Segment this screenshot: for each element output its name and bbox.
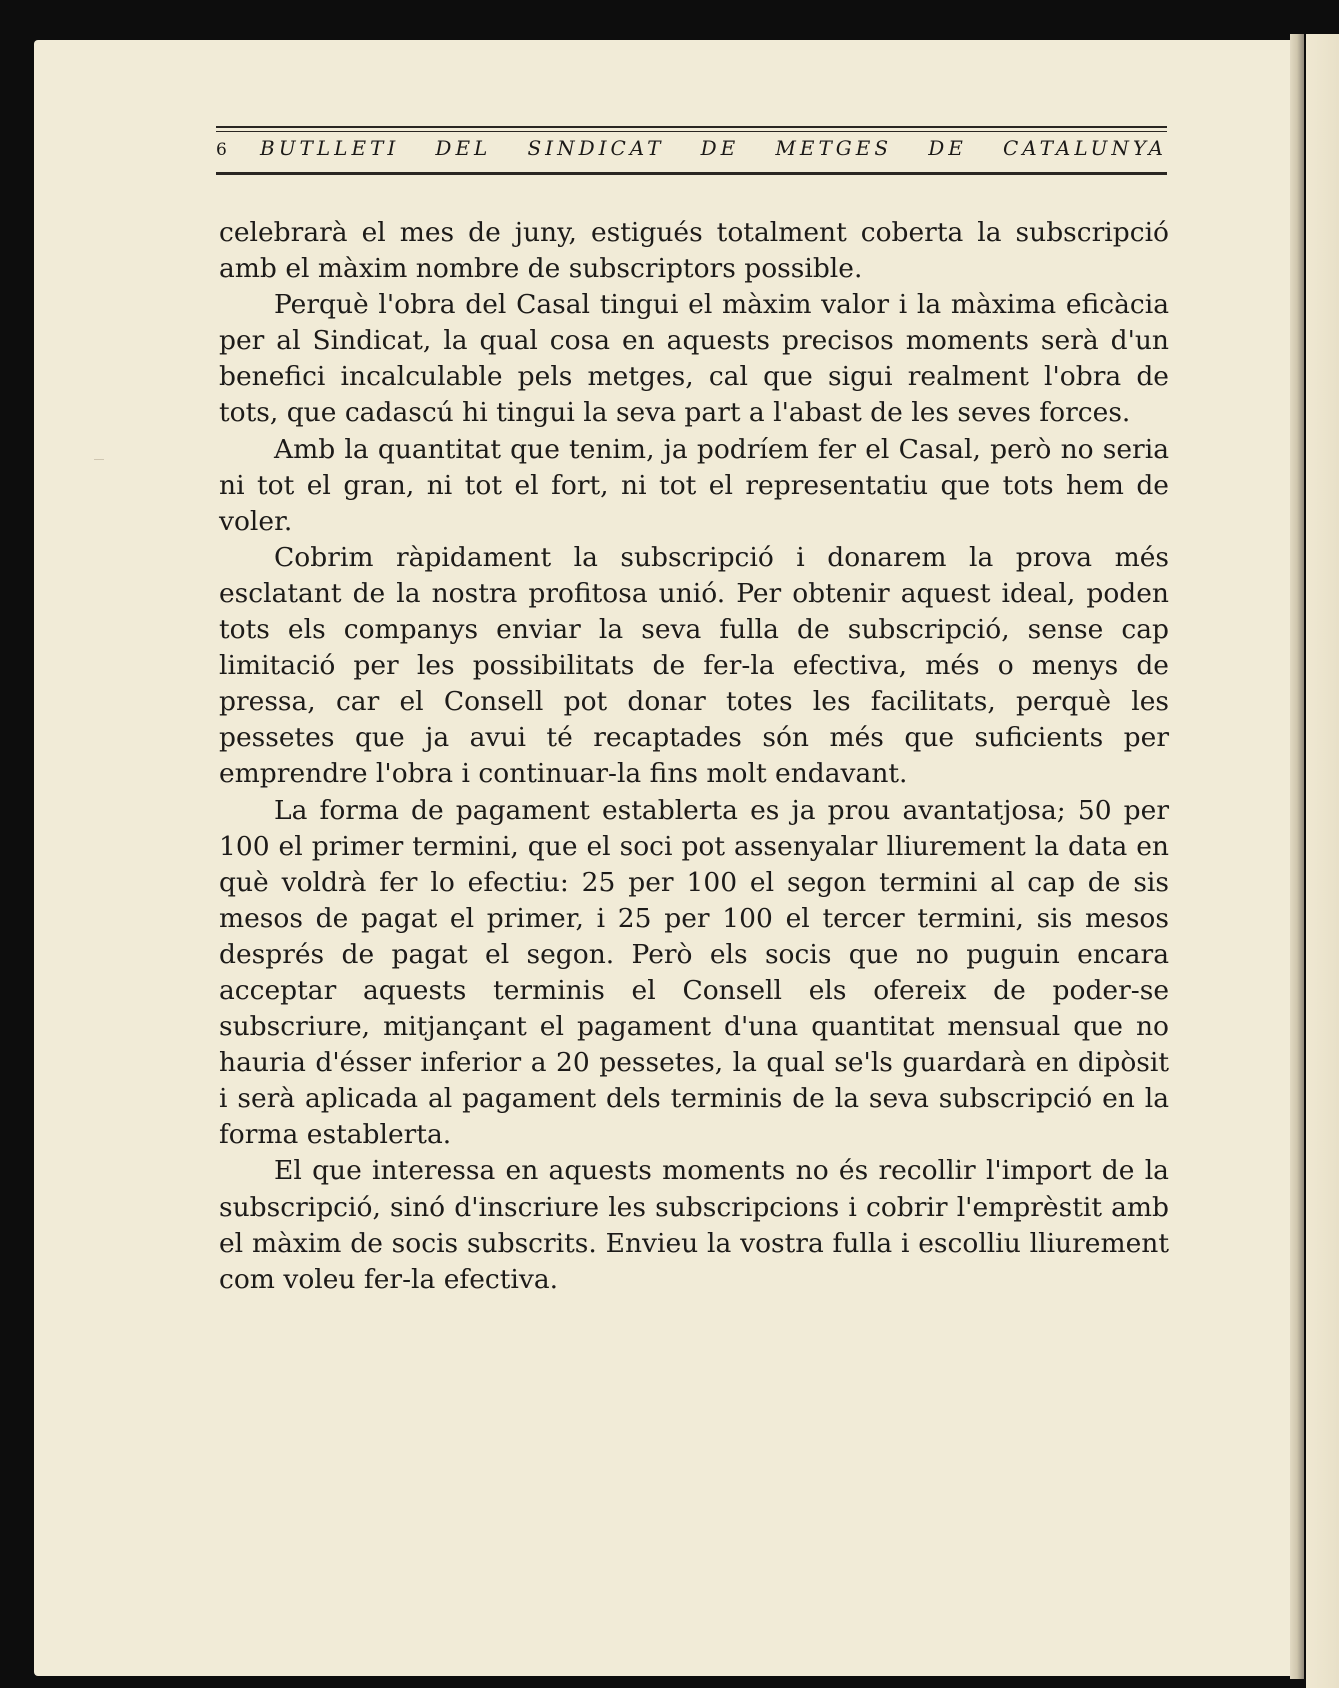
running-head-line	[216, 136, 1167, 166]
journal-title	[260, 136, 1167, 160]
journal-title-word: METGES	[775, 136, 893, 160]
running-header	[216, 126, 1167, 175]
journal-title-word: SINDICAT	[527, 136, 665, 160]
journal-title-word: CATALUNYA	[1002, 136, 1167, 160]
page-number: 6	[216, 140, 227, 160]
adjacent-page-strip	[1306, 34, 1339, 1688]
journal-title-word: DEL	[435, 136, 492, 160]
paragraph: Perquè l'obra del Casal tingui el màxim valor i la màxima eficàcia per al Sindicat, la qual cosa en aquests precisos moments serà d'un benefici incalculable pels metges, cal que sigui realment l'obra de tots, que cadascú hi tingui la seva part a l'abast de les seves forces.	[219, 289, 1169, 429]
page-edge	[1290, 34, 1304, 1679]
header-rule-bottom	[216, 172, 1167, 175]
journal-title-word: BUTLLETI	[260, 136, 400, 160]
journal-title-word: DE	[700, 136, 740, 160]
article-body	[219, 215, 1169, 1298]
paragraph: Cobrim ràpidament la subscripció i donarem la prova més esclatant de la nostra profitosa unió. Per obtenir aquest ideal, poden tots els companys enviar la seva fulla de subscripció, sense cap limitació per les possibilitats de fer-la efectiva, més o menys de pressa, car el Consell pot donar totes les facilitats, perquè les pessetes que ja avui té recaptades són més que suficients per emprendre l'obra i continuar-la fins molt endavant.	[219, 541, 1169, 790]
paragraph: Amb la quantitat que tenim, ja podríem fer el Casal, però no seria ni tot el gran, ni tot el fort, ni tot el representatiu que tots hem de voler.	[219, 433, 1169, 537]
paragraph: La forma de pagament establerta es ja prou avantatjosa; 50 per 100 el primer termini, que el soci pot assenyalar lliurement la data en què voldrà fer lo efectiu: 25 per 100 el segon termini al cap de sis mesos de pagat el primer, i 25 per 100 el tercer termini, sis mesos després de pagat el segon. Però els socis que no puguin encara acceptar aquests terminis el Consell els ofereix de poder-se subscriure, mitjançant el pagament d'una quantitat mensual que no hauria d'ésser inferior a 20 pessetes, la qual se'ls guardarà en dipòsit i serà aplicada al pagament dels terminis de la seva subscripció en la forma establerta.	[219, 794, 1169, 1151]
header-rule-top	[216, 126, 1167, 128]
paragraph: El que interessa en aquests moments no és recollir l'import de la subscripció, sinó d'inscriure les subscripcions i cobrir l'emprèstit amb el màxim de socis subscrits. Envieu la vostra fulla i escolliu lliurement com voleu fer-la efectiva.	[219, 1155, 1169, 1295]
journal-title-word: DE	[928, 136, 967, 160]
paragraph-continued: celebrarà el mes de juny, estigués totalment coberta la subscripció amb el màxim nombre de subscriptors possible.	[219, 217, 1169, 285]
header-rule-top-thin	[216, 131, 1167, 132]
margin-mark	[94, 459, 104, 460]
